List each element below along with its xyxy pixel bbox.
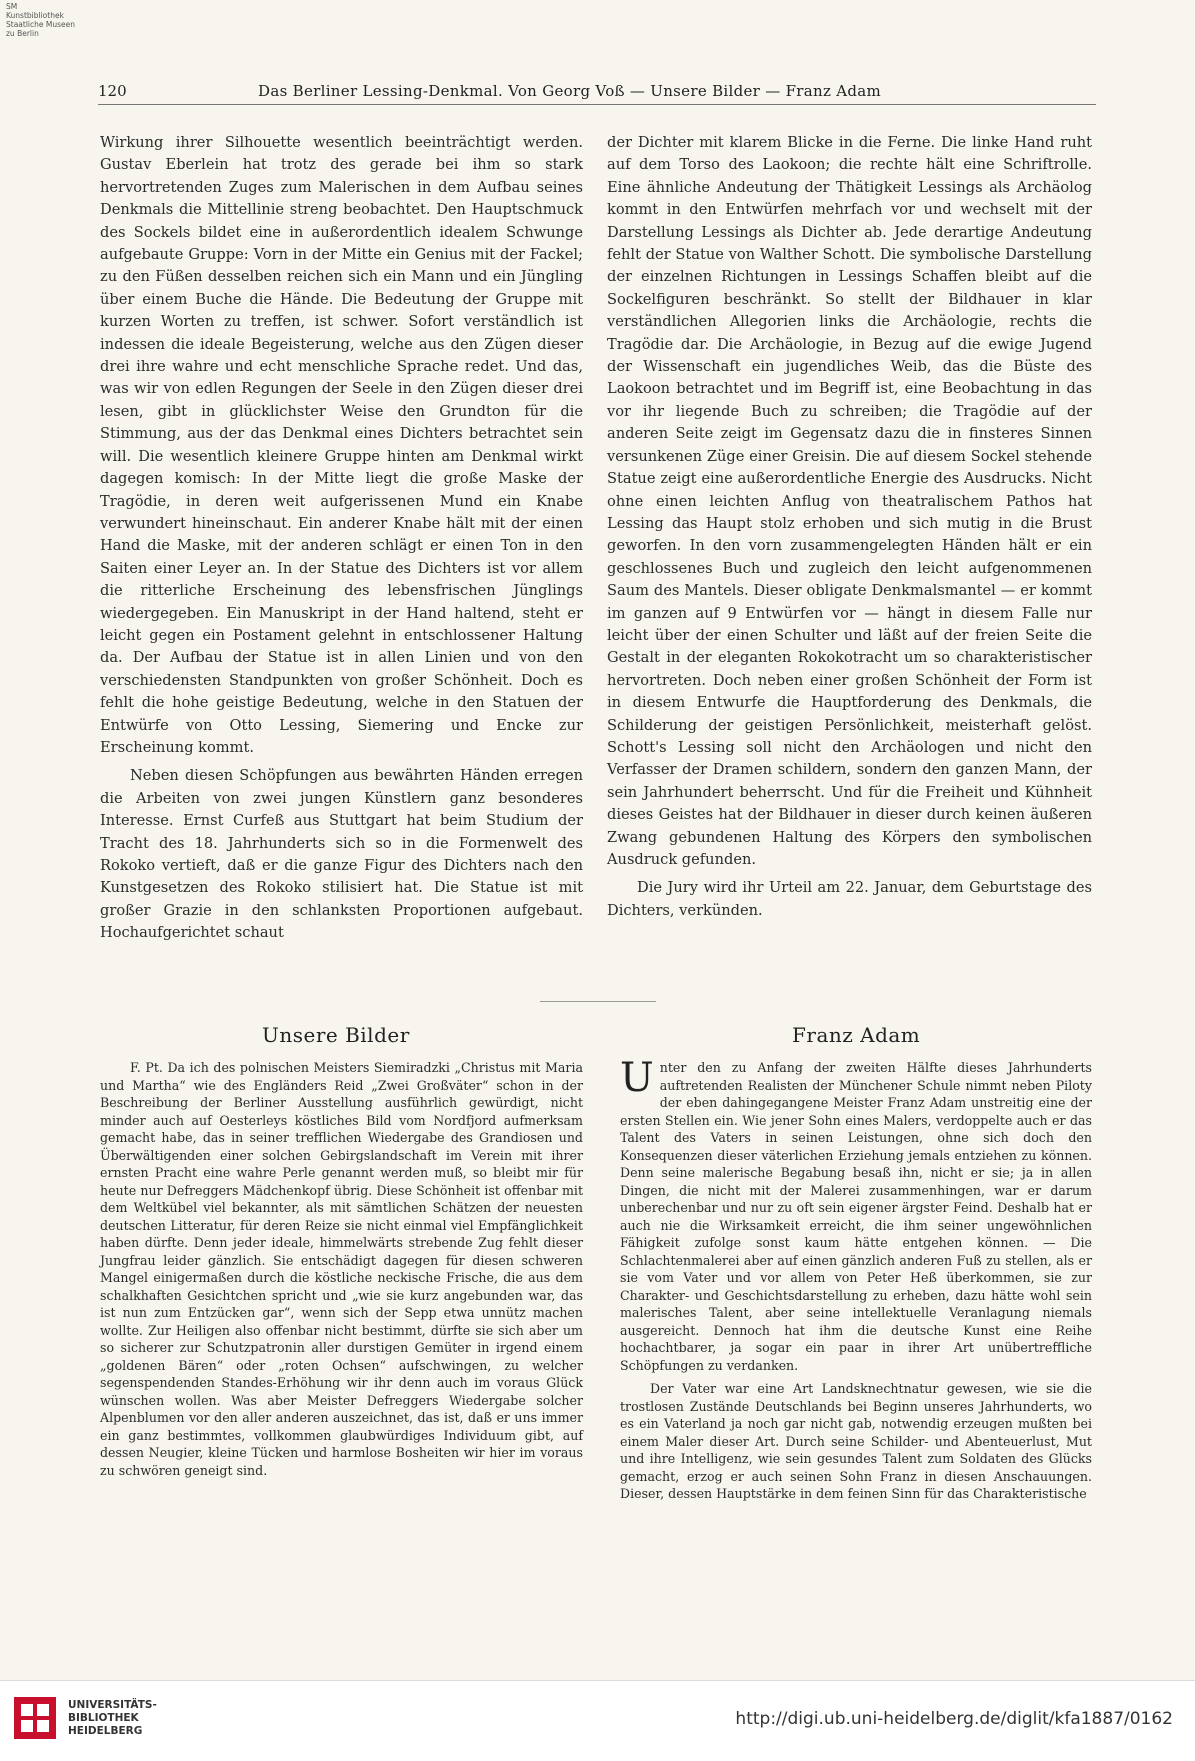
source-url-link[interactable]: http://digi.ub.uni-heidelberg.de/diglit/kfa1887/0162: [735, 1709, 1173, 1729]
running-title: Das Berliner Lessing-Denkmal. Von Georg Voß — Unsere Bilder — Franz Adam: [258, 82, 882, 100]
library-stamp: SM Kunstbibliothek Staatliche Museen zu Berlin: [6, 2, 75, 38]
paragraph: [620, 1055, 1092, 1374]
header-rule: [98, 104, 1096, 105]
page-header: [98, 82, 1096, 104]
paragraph: Wirkung ihrer Silhouette wesentlich beeinträchtigt werden. Gustav Eberlein hat trotz des gerade bei ihm so stark hervortretenden Zuges zum Malerischen in dem Aufbau seines Denkmals die Mittellinie streng beobachtet. Den Hauptschmuck des Sockels bildet eine in außerordentlich idealem Schwunge aufgebaute Gruppe: Vorn in der Mitte ein Genius mit der Fackel; zu den Füßen desselben reichen sich ein Mann und ein Jüngling über einem Buche die Hände. Die Bedeutung der Gruppe mit kurzen Worten zu treffen, ist schwer. Sofort verständlich ist indessen die ideale Begeisterung, welche aus den Zügen dieser drei ihre wahre und echt menschliche Sprache redet. Und das, was wir von edlen Regungen der Seele in den Zügen dieser drei lesen, gibt in glücklichster Weise den Grundton für die Stimmung, aus der das Denkmal eines Dichters betrachtet sein will. Die wesentlich kleinere Gruppe hinten am Denkmal wirkt dagegen komisch: In der Mitte liegt die große Maske der Tragödie, in deren weit aufgerissenen Mund ein Knabe verwundert hineinschaut. Ein anderer Knabe hält mit der einen Hand die Maske, mit der anderen schlägt er einen Ton in den Saiten einer Leyer an. In der Statue des Dichters ist vor allem die ritterliche Erscheinung des lebensfrischen Jünglings wiedergegeben. Ein Manuskript in der Hand haltend, steht er leicht gegen ein Postament gelehnt in entschlossener Haltung da. Der Aufbau der Statue ist in allen Linien und von den verschiedensten Standpunkten von großer Schönheit. Doch es fehlt die hohe geistige Bedeutung, welche in den Statuen der Entwürfe von Otto Lessing, Siemering und Encke zur Erscheinung kommt.: [100, 134, 583, 756]
institution-name: UNIVERSITÄTS- BIBLIOTHEK HEIDELBERG: [68, 1699, 157, 1737]
heading-franz-adam: Franz Adam: [792, 1023, 921, 1047]
drop-cap: U: [620, 1055, 654, 1101]
paragraph: F. Pt. Da ich des polnischen Meisters Siemiradzki „Christus mit Maria und Martha“ wie des Engländers Reid „Zwei Großväter“ schon in der Beschreibung der Berliner Ausstellung ausführlich gewürdigt, nicht minder auch auf Oesterleys köstliches Bild vom Nordfjord aufmerksam gemacht habe, das in seiner trefflichen Wiedergabe des Grandiosen und Überwältigenden einer solchen Gebirgslandschaft im Verein mit ihrer ernsten Pracht eine wahre Perle genannt werden muß, so bleibt mir für heute nur Defreggers Mädchenkopf übrig. Diese Schönheit ist offenbar mit dem Weltkübel viel bekannter, als mit sämtlichen Schätzen der neuesten deutschen Litteratur, für deren Reize sie nicht einmal viel Empfänglichkeit haben dürfte. Denn jeder ideale, himmelwärts strebende Zug fehlt dieser Jungfrau leider gänzlich. Sie entschädigt dagegen für diesen schweren Mangel einigermaßen durch die köstliche neckische Frische, die aus dem schalkhaften Gesichtchen spricht und „wie sie kurz angebunden war, das ist nun zum Entzücken gar“, wenn sich der Sepp etwa unnütz machen wollte. Zur Heiligen also offenbar nicht bestimmt, dürfte sie sich aber um so sicherer zur Schutzpatronin aller durstigen Gemüter in irgend einem „goldenen Bären“ oder „roten Ochsen“ aufschwingen, zu welcher segenspendenden Standes-Erhöhung wir ihr denn auch im voraus Glück wünschen wollen. Was aber Meister Defreggers Wiedergabe solcher Alpenblumen vor den aller anderen auszeichnet, das ist, daß er uns immer ein ganz bestimmtes, vollkommen glaubwürdiges Individuum gibt, auf dessen Neugier, kleine Tücken und harmlose Bosheiten wir hier im voraus zu schwören geneigt sind.: [100, 1060, 583, 1478]
university-library-logo: [10, 1693, 60, 1743]
article3-column: [620, 1055, 1092, 1509]
article1-column-right: [607, 132, 1092, 928]
heading-unsere-bilder: Unsere Bilder: [262, 1023, 410, 1047]
paragraph: Die Jury wird ihr Urteil am 22. Januar, dem Geburtstage des Dichters, verkünden.: [607, 879, 1092, 919]
paragraph: Der Vater war eine Art Landsknechtnatur gewesen, wie sie die trostlosen Zustände Deutschlands bei Beginn unseres Jahrhunderts, wo es ein Vaterland ja noch gar nicht gab, notwendig erzeugen mußten bei einem Maler dieser Art. Durch seine Schilder- und Abenteuerlust, Mut und ihre Intelligenz, wie sein gesundes Talent zum Soldaten des Glücks gemacht, erzog er auch seinen Sohn Franz in diesen Anschauungen. Dieser, dessen Hauptstärke in dem feinen Sinn für das Charakteristische: [620, 1381, 1092, 1501]
section-divider: [540, 1001, 656, 1002]
article2-column: [100, 1059, 583, 1485]
paragraph-text: nter den zu Anfang der zweiten Hälfte dieses Jahrhunderts auftretenden Realisten der Münchener Schule nimmt neben Piloty der eben dahingegangene Meister Franz Adam unstreitig eine der ersten Stellen ein. Wie jener Sohn eines Malers, verdoppelte auch er das Talent des Vaters in seinen Leistungen, ohne sich doch den Konsequenzen dieser väterlichen Erziehung jemals entziehen zu können. Denn seine malerische Begabung besaß ihn, nicht er sie; ja in allen Dingen, die nicht mit der Malerei zusammenhingen, war er darum unberechenbar und nur zu oft sein eigener ärgster Feind. Deshalb hat er auch nie die Wirksamkeit erreicht, die ihm seiner ungewöhnlichen Fähigkeit zufolge sonst kaum hätte entgehen können. — Die Schlachtenmalerei aber auf einen gänzlich anderen Fuß zu stellen, als er sie vom Vater und vor allem von Peter Heß überkommen, sie zur Charakter- und Geschichtsdarstellung zu erheben, dazu hätte wohl sein malerisches Talent, aber seine intellektuelle Veranlagung niemals ausgereicht. Dennoch hat ihm die deutsche Kunst eine Reihe hochachtbarer, ja sogar ein paar in ihrer Art unübertreffliche Schöpfungen zu verdanken.: [620, 1060, 1092, 1373]
article1-column-left: [100, 132, 583, 951]
paragraph: der Dichter mit klarem Blicke in die Ferne. Die linke Hand ruht auf dem Torso des Laokoon; die rechte hält eine Schriftrolle. Eine ähnliche Andeutung der Thätigkeit Lessings als Archäolog kommt in den Entwürfen mehrfach vor und wechselt mit der Darstellung Lessings als Dichter ab. Jede derartige Andeutung fehlt der Statue von Walther Schott. Die symbolische Darstellung der einzelnen Richtungen in Lessings Schaffen bleibt auf die Sockelfiguren beschränkt. So stellt der Bildhauer in klar verständlichen Allegorien links die Archäologie, rechts die Tragödie dar. Die Archäologie, in Bezug auf die ewige Jugend der Wissenschaft ein jugendliches Weib, das die Büste des Laokoon betrachtet und im Begriff ist, eine Beobachtung in das vor ihr liegende Buch zu schreiben; die Tragödie auf der anderen Seite zeigt im Gegensatz dazu die in finsteres Sinnen versunkenen Züge einer Greisin. Die auf diesem Sockel stehende Statue zeigt eine außerordentliche Energie des Ausdrucks. Nicht ohne einen leichten Anflug von theatralischem Pathos hat Lessing das Haupt stolz erhoben und sich mutig in die Brust geworfen. In den vorn zusammengelegten Händen hält er ein geschlossenes Buch und zugleich den leicht aufgenommenen Saum des Mantels. Dieser obligate Denkmalsmantel — er kommt im ganzen auf 9 Entwürfen vor — hängt in diesem Falle nur leicht über der einen Schulter und läßt auf der freien Seite die Gestalt in der eleganten Rokokotracht um so charakteristischer hervortreten. Doch neben einer großen Schönheit der Form ist in diesem Entwurfe die Hauptforderung des Denkmals, die Schilderung der geistigen Persönlichkeit, meisterhaft gelöst. Schott's Lessing soll nicht den Archäologen und nicht den Verfasser der Dramen schildern, sondern den ganzen Mann, der sein Jahrhundert beherrscht. Und für die Freiheit und Kühnheit dieses Geistes hat der Bildhauer in dieser durch keinen äußeren Zwang gebundenen Haltung des Körpers den symbolischen Ausdruck gefunden.: [607, 134, 1092, 868]
footer-bar: [0, 1680, 1195, 1761]
paragraph: Neben diesen Schöpfungen aus bewährten Händen erregen die Arbeiten von zwei jungen Künstlern ganz besonderes Interesse. Ernst Curfeß aus Stuttgart hat beim Studium der Tracht des 18. Jahrhunderts sich so in die Formenwelt des Rokoko vertieft, daß er die ganze Figur des Dichters nach den Kunstgesetzen des Rokoko stilisiert hat. Die Statue ist mit großer Grazie in den schlanksten Proportionen aufgebaut. Hochaufgerichtet schaut: [100, 767, 583, 942]
page-number: 120: [98, 82, 127, 100]
